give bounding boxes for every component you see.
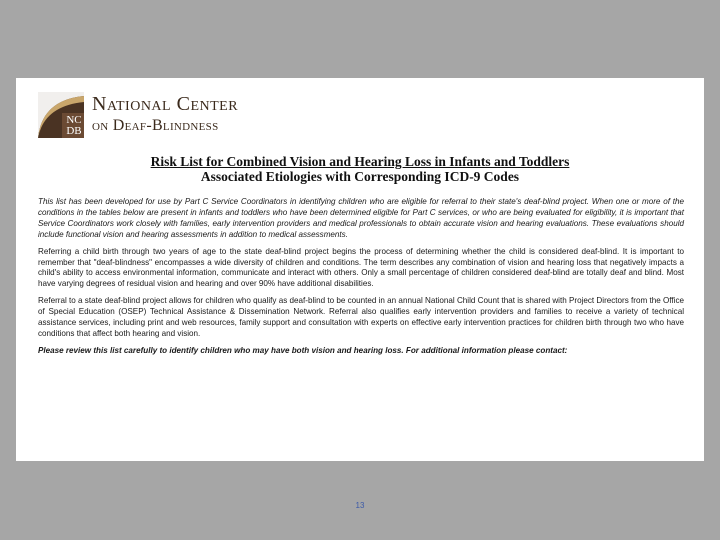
logo-mark-db: DB <box>66 125 82 137</box>
logo-line2: on Deaf-Blindness <box>92 117 219 134</box>
document-subtitle: Associated Etiologies with Corresponding ICD-9 Codes <box>200 169 520 184</box>
body-text <box>38 197 684 363</box>
document-title: Risk List for Combined Vision and Hearing Loss in Infants and Toddlers <box>150 154 570 169</box>
logo-wordmark <box>92 92 238 136</box>
page-number: 13 <box>355 501 365 510</box>
paragraph-referral: Referral to a state deaf-blind project allows for children who qualify as deaf-blind to be counted in an annual National Child Count that is shared with Project Directors from the Office of Special Education (OSEP) Technical Assistance & Dissemination Network. Referral also qualifies early intervention providers and families to receive a variety of technical assistance services, including print and web resources, family support and consultation with experts on effective early intervention practices for children birth through two who have conditions that affect both hearing and vision. <box>38 296 684 338</box>
paragraph-review: Please review this list carefully to identify children who may have both vision and hearing loss. For additional information please contact: <box>38 345 568 355</box>
logo-line1: National Center <box>92 93 239 115</box>
ncdb-logo-mark <box>38 92 84 138</box>
document-slide <box>16 78 704 461</box>
logo-mark-nc: NC <box>66 114 82 126</box>
paragraph-referring: Referring a child birth through two years of age to the state deaf-blind project begins the process of determining whether the child is considered deaf-blind. It is important to remember that "deaf-blindness" encompasses a wide diversity of children and conditions. The term describes any combination of vision and hearing loss that negatively impacts a child's ability to access environmental information, communicate and interact with others. Only a small percentage of children considered deaf-blind are totally deaf and blind. Most have varying degrees of residual vision and hearing and over 90% have additional disabilities. <box>38 246 684 289</box>
title-block <box>16 154 704 184</box>
paragraph-purpose: This list has been developed for use by Part C Service Coordinators in identifying children who are eligible for referral to their state's deaf-blind project. When one or more of the conditions in the tables below are present in infants and toddlers who have been determined eligible for Part C services, or who are being evaluated for eligibility, it is important that Service Coordinators work closely with families, early intervention providers and medical professionals to obtain accurate vision and hearing evaluations. These evaluations should include functional vision and hearing assessments in addition to medical assessments. <box>38 197 684 239</box>
ncdb-logo <box>38 92 278 138</box>
